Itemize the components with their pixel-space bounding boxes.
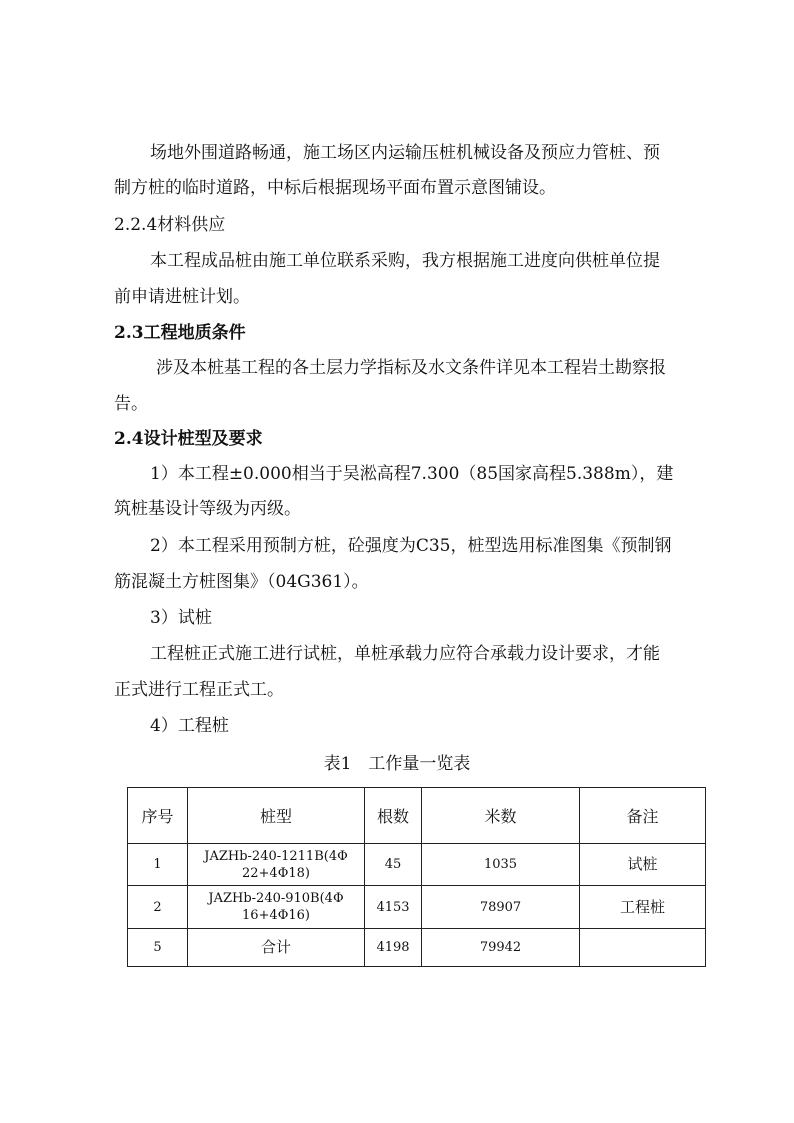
cell-no: 5 [128, 929, 188, 967]
cell-note: 工程桩 [580, 886, 706, 929]
cell-meters: 79942 [422, 929, 580, 967]
section-heading-geology: 2.3工程地质条件 [114, 323, 246, 343]
cell-meters: 78907 [422, 886, 580, 929]
cell-meters: 1035 [422, 844, 580, 886]
cell-pile-type [188, 886, 365, 929]
paragraph-access-road-line1: 场地外围道路畅通，施工场区内运输压桩机械设备及预应力管桩、预 [150, 143, 660, 163]
cell-pile-type [188, 844, 365, 886]
table-caption: 表1 工作量一览表 [323, 754, 471, 774]
pile-type-line1: JAZHb-240-1211B(4Φ [204, 848, 348, 864]
item-1-line1: 1）本工程±0.000相当于吴淞高程7.300（85国家高程5.388m），建 [150, 464, 674, 484]
pile-type-line2: 16+4Φ16) [242, 908, 310, 923]
cell-note [580, 929, 706, 967]
cell-total-label: 合计 [188, 929, 365, 967]
item-2-line2: 筋混凝土方桩图集》（04G361）。 [114, 572, 369, 592]
paragraph-test-pile-line1: 工程桩正式施工进行试桩，单桩承载力应符合承载力设计要求，才能 [150, 644, 660, 664]
cell-note: 试桩 [580, 844, 706, 886]
item-3-heading: 3）试桩 [150, 608, 212, 628]
pile-type-line1: JAZHb-240-910B(4Φ [208, 891, 344, 906]
cell-count: 4198 [365, 929, 422, 967]
paragraph-access-road-line2: 制方桩的临时道路，中标后根据现场平面布置示意图铺设。 [114, 178, 556, 198]
pile-type-line2: 22+4Φ18) [242, 865, 310, 881]
header-count: 根数 [365, 788, 422, 844]
item-4-heading: 4）工程桩 [150, 716, 229, 736]
header-note: 备注 [580, 788, 706, 844]
table-row [128, 844, 706, 886]
paragraph-geology-line2: 告。 [114, 394, 148, 414]
cell-no: 2 [128, 886, 188, 929]
table-row [128, 929, 706, 967]
paragraph-material-line2: 前申请进桩计划。 [114, 287, 250, 307]
item-1-line2: 筑桩基设计等级为丙级。 [114, 499, 301, 519]
paragraph-test-pile-line2: 正式进行工程正式工。 [114, 680, 284, 700]
section-heading-material-supply: 2.2.4材料供应 [114, 215, 226, 235]
cell-count: 4153 [365, 886, 422, 929]
paragraph-material-line1: 本工程成品桩由施工单位联系采购，我方根据施工进度向供桩单位提 [150, 251, 660, 271]
workload-table [127, 787, 706, 967]
table-row [128, 886, 706, 929]
cell-count: 45 [365, 844, 422, 886]
table-header-row [128, 788, 706, 844]
header-meters: 米数 [422, 788, 580, 844]
header-pile-type: 桩型 [188, 788, 365, 844]
header-no: 序号 [128, 788, 188, 844]
cell-no: 1 [128, 844, 188, 886]
item-2-line1: 2）本工程采用预制方桩，砼强度为C35，桩型选用标准图集《预制钢 [150, 536, 672, 556]
paragraph-geology-line1: 涉及本桩基工程的各土层力学指标及水文条件详见本工程岩土勘察报 [156, 358, 666, 378]
section-heading-design-pile: 2.4设计桩型及要求 [114, 429, 263, 449]
